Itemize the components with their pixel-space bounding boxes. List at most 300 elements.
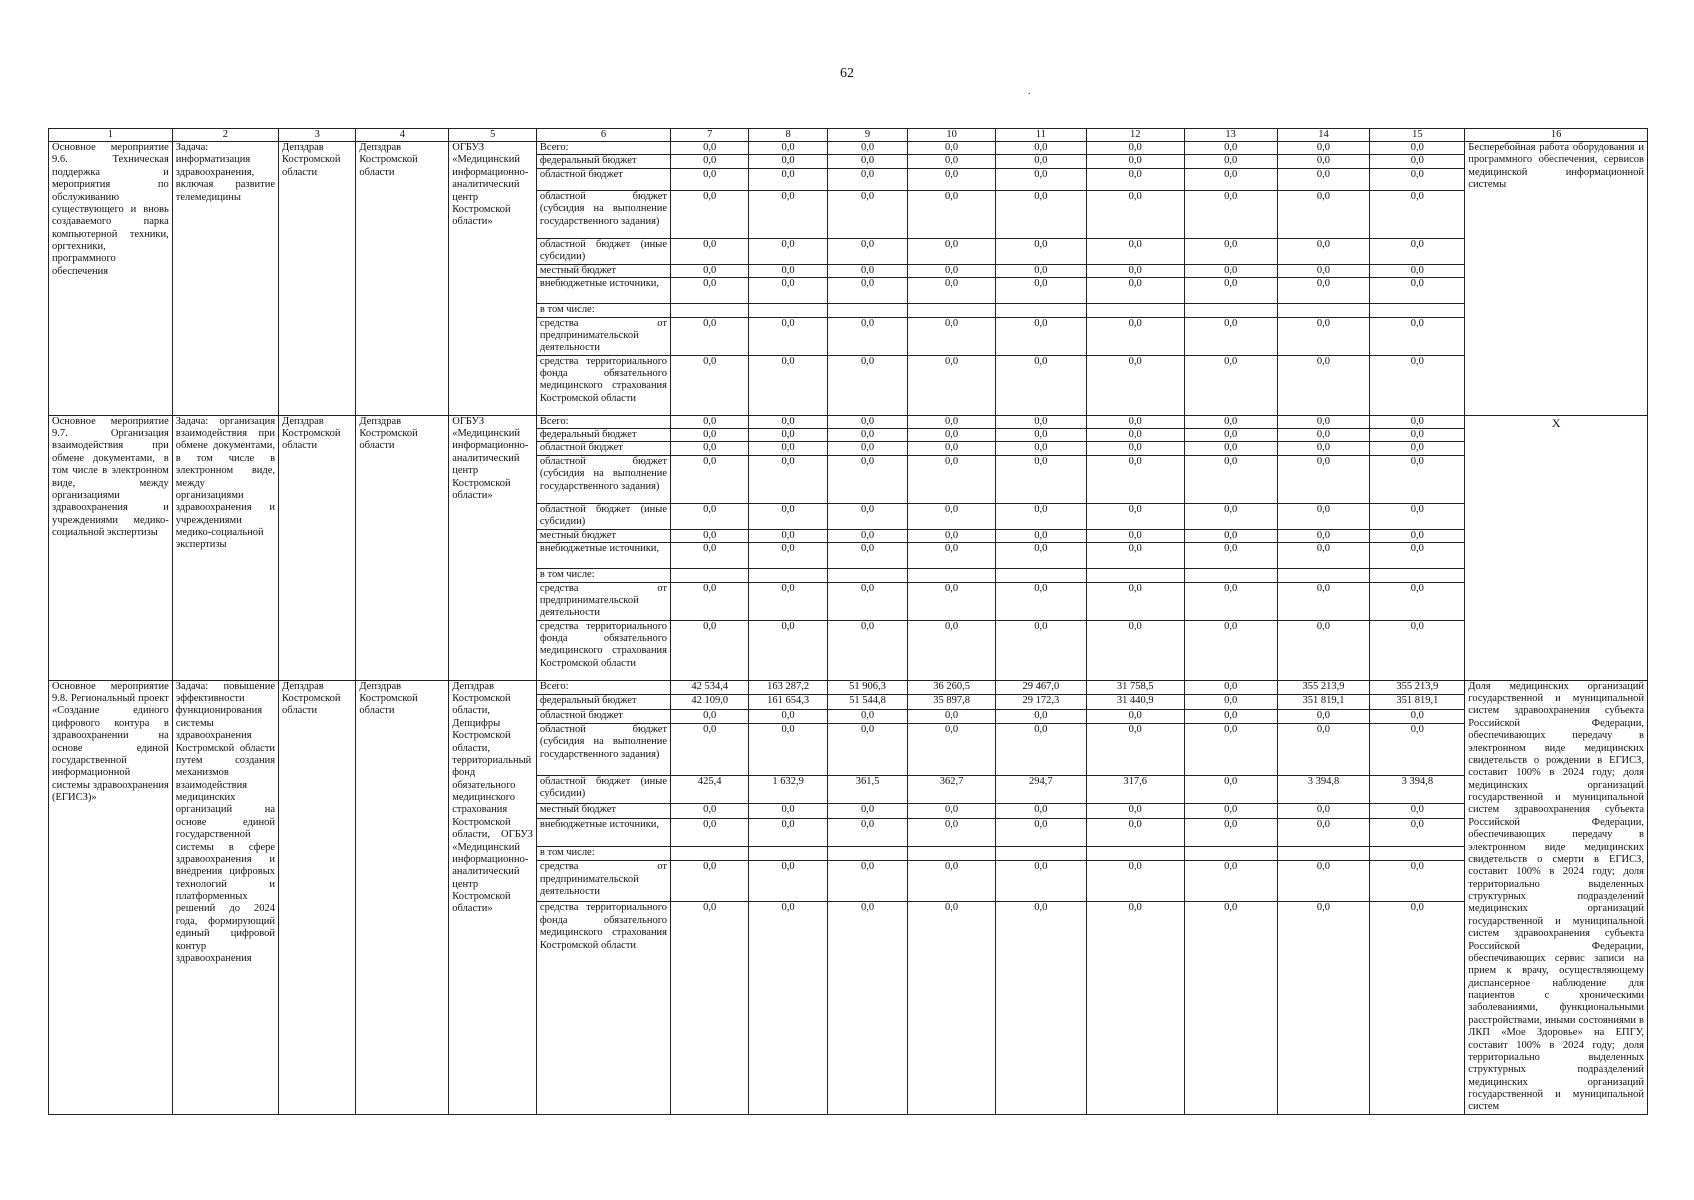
amount-cell: 0,0	[1086, 709, 1184, 723]
finance-source-label: Всего:	[536, 680, 670, 694]
responsible-executor: Депздрав Костромской области	[279, 415, 356, 680]
amount-cell: 0,0	[671, 818, 749, 846]
amount-cell: 0,0	[827, 278, 907, 304]
amount-cell: 0,0	[1277, 529, 1370, 542]
amount-cell: 0,0	[827, 543, 907, 569]
finance-source-label: в том числе:	[536, 846, 670, 860]
amount-cell: 0,0	[671, 582, 749, 620]
amount-cell: 0,0	[995, 455, 1086, 503]
amount-cell	[1184, 569, 1277, 582]
amount-cell: 0,0	[827, 620, 907, 680]
amount-cell: 31 440,9	[1086, 695, 1184, 709]
amount-cell: 0,0	[827, 415, 907, 428]
amount-cell: 0,0	[1086, 317, 1184, 355]
amount-cell: 0,0	[827, 709, 907, 723]
amount-cell: 0,0	[1184, 168, 1277, 190]
measure-task: Задача: организация взаимодействия при обмене документами, в том числе в электронном виде, между организациями здравоохранения и учреждениями медико-социальной экспертизы	[172, 415, 278, 680]
amount-cell: 361,5	[827, 775, 907, 803]
amount-cell: 42 109,0	[671, 695, 749, 709]
amount-cell: 425,4	[671, 775, 749, 803]
amount-cell: 0,0	[908, 543, 996, 569]
column-number: 12	[1086, 129, 1184, 142]
amount-cell: 0,0	[749, 355, 827, 415]
amount-cell: 0,0	[827, 190, 907, 238]
finance-source-label: средства от предпринимательской деятельности	[536, 317, 670, 355]
amount-cell: 0,0	[908, 190, 996, 238]
amount-cell: 0,0	[1086, 238, 1184, 264]
amount-cell: 0,0	[827, 861, 907, 902]
finance-source-label: средства от предпринимательской деятельности	[536, 582, 670, 620]
amount-cell: 0,0	[1277, 142, 1370, 155]
amount-cell: 0,0	[995, 724, 1086, 776]
amount-cell: 0,0	[749, 429, 827, 442]
amount-cell: 355 213,9	[1277, 680, 1370, 694]
amount-cell	[749, 846, 827, 860]
amount-cell: 0,0	[995, 582, 1086, 620]
finance-source-label: федеральный бюджет	[536, 695, 670, 709]
amount-cell: 0,0	[827, 238, 907, 264]
amount-cell: 35 897,8	[908, 695, 996, 709]
finance-row	[49, 415, 1648, 428]
amount-cell: 0,0	[908, 317, 996, 355]
amount-cell: 0,0	[671, 355, 749, 415]
amount-cell: 0,0	[749, 620, 827, 680]
finance-source-label: областной бюджет	[536, 709, 670, 723]
amount-cell: 161 654,3	[749, 695, 827, 709]
amount-cell: 0,0	[827, 264, 907, 277]
amount-cell: 0,0	[995, 278, 1086, 304]
amount-cell: 317,6	[1086, 775, 1184, 803]
measure-title: Основное мероприятие 9.7. Организация взаимодействия при обмене документами, в том числе в электронном виде, между организациями здравоохранения и учреждениями медико-социальной экспертизы	[49, 415, 173, 680]
amount-cell: 0,0	[827, 818, 907, 846]
finance-source-label: средства территориального фонда обязательного медицинского страхования Костромской области	[536, 355, 670, 415]
amount-cell: 0,0	[1184, 442, 1277, 455]
amount-cell: 0,0	[995, 620, 1086, 680]
amount-cell: 0,0	[1086, 264, 1184, 277]
amount-cell: 0,0	[1184, 724, 1277, 776]
amount-cell: 0,0	[1277, 442, 1370, 455]
amount-cell: 0,0	[827, 429, 907, 442]
participants: ОГБУЗ «Медицинский информационно-аналитический центр Костромской области»	[449, 142, 537, 416]
co-executor: Депздрав Костромской области	[356, 415, 449, 680]
amount-cell: 0,0	[827, 355, 907, 415]
program-budget-table	[48, 128, 1648, 1115]
amount-cell: 0,0	[671, 543, 749, 569]
finance-source-label: внебюджетные источники,	[536, 543, 670, 569]
finance-source-label: в том числе:	[536, 569, 670, 582]
amount-cell: 0,0	[749, 442, 827, 455]
amount-cell: 0,0	[1086, 415, 1184, 428]
amount-cell	[1086, 846, 1184, 860]
amount-cell: 31 758,5	[1086, 680, 1184, 694]
amount-cell: 0,0	[1184, 775, 1277, 803]
amount-cell: 0,0	[749, 264, 827, 277]
amount-cell: 0,0	[908, 804, 996, 818]
amount-cell: 0,0	[1086, 190, 1184, 238]
amount-cell: 0,0	[749, 861, 827, 902]
amount-cell: 0,0	[995, 442, 1086, 455]
amount-cell: 0,0	[1184, 429, 1277, 442]
amount-cell: 0,0	[671, 442, 749, 455]
amount-cell: 0,0	[1277, 818, 1370, 846]
amount-cell: 3 394,8	[1277, 775, 1370, 803]
amount-cell: 0,0	[1086, 818, 1184, 846]
amount-cell: 0,0	[671, 455, 749, 503]
amount-cell: 0,0	[671, 168, 749, 190]
amount-cell: 0,0	[995, 317, 1086, 355]
amount-cell: 0,0	[1184, 804, 1277, 818]
amount-cell: 0,0	[749, 190, 827, 238]
finance-source-label: местный бюджет	[536, 529, 670, 542]
amount-cell: 0,0	[827, 724, 907, 776]
amount-cell: 0,0	[1277, 168, 1370, 190]
amount-cell	[1370, 304, 1465, 317]
amount-cell: 0,0	[749, 724, 827, 776]
amount-cell	[908, 569, 996, 582]
amount-cell	[995, 569, 1086, 582]
amount-cell: 0,0	[995, 190, 1086, 238]
expected-result: Бесперебойная работа оборудования и программного обеспечения, сервисов медицинской информационной системы	[1465, 142, 1648, 416]
finance-row	[49, 680, 1648, 694]
amount-cell: 0,0	[1370, 620, 1465, 680]
amount-cell: 0,0	[1277, 620, 1370, 680]
finance-source-label: областной бюджет (субсидия на выполнение государственного задания)	[536, 455, 670, 503]
amount-cell: 0,0	[1277, 355, 1370, 415]
amount-cell: 0,0	[1086, 861, 1184, 902]
column-number: 4	[356, 129, 449, 142]
amount-cell: 0,0	[908, 724, 996, 776]
amount-cell: 0,0	[1086, 155, 1184, 168]
finance-source-label: местный бюджет	[536, 264, 670, 277]
amount-cell: 0,0	[1184, 455, 1277, 503]
finance-source-label: областной бюджет (субсидия на выполнение государственного задания)	[536, 724, 670, 776]
amount-cell: 0,0	[995, 529, 1086, 542]
amount-cell: 0,0	[908, 620, 996, 680]
amount-cell: 0,0	[908, 818, 996, 846]
amount-cell: 0,0	[995, 355, 1086, 415]
amount-cell: 0,0	[1184, 620, 1277, 680]
amount-cell: 0,0	[1370, 317, 1465, 355]
amount-cell	[827, 569, 907, 582]
finance-source-label: средства территориального фонда обязательного медицинского страхования Костромской области	[536, 620, 670, 680]
amount-cell: 0,0	[749, 142, 827, 155]
amount-cell: 0,0	[1277, 543, 1370, 569]
responsible-executor: Депздрав Костромской области	[279, 142, 356, 416]
scan-speck: .	[1028, 86, 1031, 97]
amount-cell: 0,0	[995, 168, 1086, 190]
amount-cell: 0,0	[1277, 503, 1370, 529]
amount-cell: 0,0	[908, 142, 996, 155]
amount-cell: 0,0	[1086, 582, 1184, 620]
amount-cell: 0,0	[671, 503, 749, 529]
amount-cell: 0,0	[995, 142, 1086, 155]
amount-cell: 0,0	[1184, 355, 1277, 415]
amount-cell: 0,0	[1370, 804, 1465, 818]
co-executor: Депздрав Костромской области	[356, 142, 449, 416]
amount-cell: 0,0	[1086, 620, 1184, 680]
amount-cell	[827, 304, 907, 317]
amount-cell: 0,0	[1184, 582, 1277, 620]
amount-cell: 0,0	[827, 902, 907, 1114]
amount-cell: 42 534,4	[671, 680, 749, 694]
amount-cell: 0,0	[1184, 142, 1277, 155]
amount-cell: 0,0	[671, 190, 749, 238]
amount-cell: 0,0	[671, 804, 749, 818]
amount-cell	[671, 569, 749, 582]
amount-cell: 0,0	[749, 804, 827, 818]
amount-cell: 0,0	[1277, 278, 1370, 304]
amount-cell: 0,0	[827, 442, 907, 455]
amount-cell: 0,0	[1277, 804, 1370, 818]
amount-cell: 0,0	[671, 317, 749, 355]
amount-cell: 0,0	[1277, 455, 1370, 503]
finance-source-label: областной бюджет (иные субсидии)	[536, 775, 670, 803]
amount-cell: 0,0	[908, 238, 996, 264]
amount-cell: 355 213,9	[1370, 680, 1465, 694]
amount-cell: 0,0	[671, 142, 749, 155]
amount-cell: 0,0	[908, 355, 996, 415]
amount-cell	[1277, 569, 1370, 582]
finance-source-label: внебюджетные источники,	[536, 818, 670, 846]
amount-cell: 0,0	[1370, 529, 1465, 542]
amount-cell: 362,7	[908, 775, 996, 803]
amount-cell: 0,0	[827, 155, 907, 168]
amount-cell: 0,0	[908, 415, 996, 428]
amount-cell: 0,0	[1184, 709, 1277, 723]
amount-cell	[1277, 304, 1370, 317]
column-number: 11	[995, 129, 1086, 142]
amount-cell	[671, 846, 749, 860]
amount-cell: 0,0	[1370, 264, 1465, 277]
amount-cell: 0,0	[1086, 142, 1184, 155]
amount-cell: 0,0	[1370, 429, 1465, 442]
amount-cell: 51 544,8	[827, 695, 907, 709]
amount-cell	[995, 846, 1086, 860]
finance-source-label: средства территориального фонда обязательного медицинского страхования Костромской области	[536, 902, 670, 1114]
amount-cell: 0,0	[995, 155, 1086, 168]
amount-cell: 0,0	[908, 902, 996, 1114]
column-number: 1	[49, 129, 173, 142]
amount-cell: 0,0	[908, 861, 996, 902]
amount-cell: 0,0	[908, 709, 996, 723]
amount-cell: 0,0	[1370, 503, 1465, 529]
amount-cell: 1 632,9	[749, 775, 827, 803]
amount-cell: 0,0	[908, 429, 996, 442]
column-number: 14	[1277, 129, 1370, 142]
amount-cell: 0,0	[1370, 190, 1465, 238]
column-number: 2	[172, 129, 278, 142]
amount-cell: 0,0	[1370, 582, 1465, 620]
amount-cell: 0,0	[1184, 155, 1277, 168]
amount-cell: 0,0	[827, 529, 907, 542]
amount-cell	[1370, 569, 1465, 582]
finance-source-label: областной бюджет	[536, 168, 670, 190]
amount-cell: 0,0	[908, 503, 996, 529]
amount-cell: 0,0	[1184, 695, 1277, 709]
amount-cell: 0,0	[995, 709, 1086, 723]
column-number: 15	[1370, 129, 1465, 142]
amount-cell: 0,0	[995, 543, 1086, 569]
amount-cell	[995, 304, 1086, 317]
amount-cell: 0,0	[1184, 543, 1277, 569]
amount-cell: 0,0	[1277, 190, 1370, 238]
amount-cell	[1370, 846, 1465, 860]
amount-cell: 0,0	[1277, 415, 1370, 428]
expected-result: Доля медицинских организаций государственной и муниципальной систем здравоохранения субъекта Российской Федерации, обеспечивающих передачу в электронном виде медицинских свидетельств о рождении в ЕГИСЗ, составит 100% в 2024 году; доля медицинских организаций государственной и муниципальной систем здравоохранения субъекта Российской Федерации, обеспечивающих передачу в электронном виде медицинских свидетельств о смерти в ЕГИСЗ, составит 100% в 2024 году; доля территориально выделенных структурных подразделений медицинских организаций государственной и муниципальной систем здравоохранения субъекта Российской Федерации, обеспечивающих сервис записи на прием к врачу, осуществляющему диспансерное наблюдение для пациентов с хроническими заболеваниями, функциональными расстройствами, иными состояниями в ЛКП «Мое Здоровье» на ЕПГУ, составит 100% в 2024 году; доля территориально выделенных структурных подразделений медицинских организаций государственной и муниципальной систем	[1465, 680, 1648, 1114]
responsible-executor: Депздрав Костромской области	[279, 680, 356, 1114]
amount-cell: 0,0	[671, 264, 749, 277]
amount-cell: 0,0	[827, 142, 907, 155]
amount-cell: 0,0	[671, 155, 749, 168]
amount-cell: 163 287,2	[749, 680, 827, 694]
amount-cell: 0,0	[1370, 278, 1465, 304]
amount-cell: 0,0	[1086, 168, 1184, 190]
amount-cell: 0,0	[749, 278, 827, 304]
amount-cell: 0,0	[749, 709, 827, 723]
amount-cell	[1086, 569, 1184, 582]
amount-cell: 0,0	[1370, 142, 1465, 155]
amount-cell: 0,0	[749, 818, 827, 846]
amount-cell: 0,0	[1370, 442, 1465, 455]
amount-cell	[1184, 304, 1277, 317]
amount-cell: 0,0	[1086, 902, 1184, 1114]
amount-cell	[1277, 846, 1370, 860]
amount-cell: 0,0	[1370, 355, 1465, 415]
column-number-row	[49, 129, 1648, 142]
amount-cell: 0,0	[827, 503, 907, 529]
amount-cell: 0,0	[1277, 709, 1370, 723]
finance-source-label: федеральный бюджет	[536, 429, 670, 442]
amount-cell: 0,0	[1184, 902, 1277, 1114]
amount-cell	[827, 846, 907, 860]
amount-cell: 0,0	[908, 155, 996, 168]
amount-cell: 0,0	[1184, 317, 1277, 355]
finance-source-label: областной бюджет (иные субсидии)	[536, 503, 670, 529]
amount-cell: 0,0	[1370, 818, 1465, 846]
participants: ОГБУЗ «Медицинский информационно-аналитический центр Костромской области»	[449, 415, 537, 680]
finance-source-label: Всего:	[536, 142, 670, 155]
amount-cell: 0,0	[827, 582, 907, 620]
measure-task: Задача: повышение эффективности функционирования системы здравоохранения Костромской области путем создания механизмов взаимодействия медицинских организаций на основе единой государственной системы в сфере здравоохранения и внедрения цифровых технологий и платформенных решений до 2024 года, формирующий единый цифровой контур здравоохранения	[172, 680, 278, 1114]
amount-cell: 351 819,1	[1370, 695, 1465, 709]
amount-cell: 0,0	[1184, 190, 1277, 238]
amount-cell	[671, 304, 749, 317]
finance-source-label: областной бюджет	[536, 442, 670, 455]
finance-source-label: в том числе:	[536, 304, 670, 317]
amount-cell: 0,0	[1370, 724, 1465, 776]
amount-cell: 29 172,3	[995, 695, 1086, 709]
amount-cell: 0,0	[827, 804, 907, 818]
amount-cell: 0,0	[1086, 804, 1184, 818]
finance-source-label: федеральный бюджет	[536, 155, 670, 168]
amount-cell: 0,0	[749, 155, 827, 168]
amount-cell: 0,0	[749, 415, 827, 428]
amount-cell: 0,0	[1184, 278, 1277, 304]
finance-source-label: областной бюджет (иные субсидии)	[536, 238, 670, 264]
amount-cell: 0,0	[908, 529, 996, 542]
amount-cell: 294,7	[995, 775, 1086, 803]
finance-source-label: Всего:	[536, 415, 670, 428]
amount-cell	[1184, 846, 1277, 860]
amount-cell: 0,0	[671, 429, 749, 442]
amount-cell: 0,0	[995, 804, 1086, 818]
measure-title: Основное мероприятие 9.6. Техническая поддержка и мероприятия по обслуживанию существующего и вновь создаваемого парка компьютерной техники, оргтехники, программного обеспечения	[49, 142, 173, 416]
amount-cell: 0,0	[1184, 238, 1277, 264]
amount-cell: 0,0	[1086, 355, 1184, 415]
amount-cell: 0,0	[995, 238, 1086, 264]
amount-cell: 0,0	[1184, 503, 1277, 529]
expected-result: Х	[1465, 415, 1648, 680]
amount-cell: 0,0	[908, 168, 996, 190]
amount-cell: 0,0	[749, 168, 827, 190]
amount-cell: 0,0	[1370, 155, 1465, 168]
amount-cell: 0,0	[995, 503, 1086, 529]
amount-cell: 0,0	[995, 264, 1086, 277]
amount-cell: 0,0	[1370, 238, 1465, 264]
finance-row	[49, 142, 1648, 155]
amount-cell: 0,0	[1370, 861, 1465, 902]
measure-task: Задача: информатизация здравоохранения, включая развитие телемедицины	[172, 142, 278, 416]
column-number: 10	[908, 129, 996, 142]
amount-cell	[908, 304, 996, 317]
amount-cell: 51 906,3	[827, 680, 907, 694]
amount-cell: 0,0	[1184, 861, 1277, 902]
amount-cell: 0,0	[1184, 415, 1277, 428]
amount-cell: 0,0	[995, 902, 1086, 1114]
amount-cell: 0,0	[671, 861, 749, 902]
amount-cell	[908, 846, 996, 860]
finance-source-label: внебюджетные источники,	[536, 278, 670, 304]
amount-cell: 0,0	[995, 861, 1086, 902]
amount-cell: 0,0	[1370, 709, 1465, 723]
amount-cell: 0,0	[749, 582, 827, 620]
participants: Депздрав Костромской области, Депцифры Костромской области, территориальный фонд обязательного медицинского страхования Костромской области, ОГБУЗ «Медицинский информационно-аналитический центр Костромской области»	[449, 680, 537, 1114]
amount-cell: 0,0	[1086, 429, 1184, 442]
amount-cell: 3 394,8	[1370, 775, 1465, 803]
column-number: 7	[671, 129, 749, 142]
amount-cell: 0,0	[1277, 861, 1370, 902]
amount-cell: 0,0	[749, 317, 827, 355]
finance-source-label: областной бюджет (субсидия на выполнение государственного задания)	[536, 190, 670, 238]
amount-cell	[749, 304, 827, 317]
amount-cell: 0,0	[1277, 724, 1370, 776]
amount-cell: 0,0	[749, 902, 827, 1114]
amount-cell: 0,0	[1370, 902, 1465, 1114]
amount-cell	[1086, 304, 1184, 317]
amount-cell: 0,0	[1370, 543, 1465, 569]
finance-source-label: местный бюджет	[536, 804, 670, 818]
column-number: 13	[1184, 129, 1277, 142]
amount-cell: 0,0	[1086, 442, 1184, 455]
column-number: 8	[749, 129, 827, 142]
amount-cell: 0,0	[908, 442, 996, 455]
amount-cell: 0,0	[749, 543, 827, 569]
amount-cell: 0,0	[749, 238, 827, 264]
amount-cell: 0,0	[1184, 818, 1277, 846]
amount-cell: 0,0	[749, 455, 827, 503]
amount-cell: 0,0	[1086, 455, 1184, 503]
amount-cell: 0,0	[1086, 278, 1184, 304]
amount-cell: 0,0	[671, 902, 749, 1114]
amount-cell	[749, 569, 827, 582]
amount-cell: 0,0	[1370, 415, 1465, 428]
page-number: 62	[840, 66, 854, 81]
co-executor: Депздрав Костромской области	[356, 680, 449, 1114]
amount-cell: 0,0	[1277, 264, 1370, 277]
amount-cell: 0,0	[1277, 902, 1370, 1114]
amount-cell: 0,0	[908, 278, 996, 304]
column-number: 6	[536, 129, 670, 142]
